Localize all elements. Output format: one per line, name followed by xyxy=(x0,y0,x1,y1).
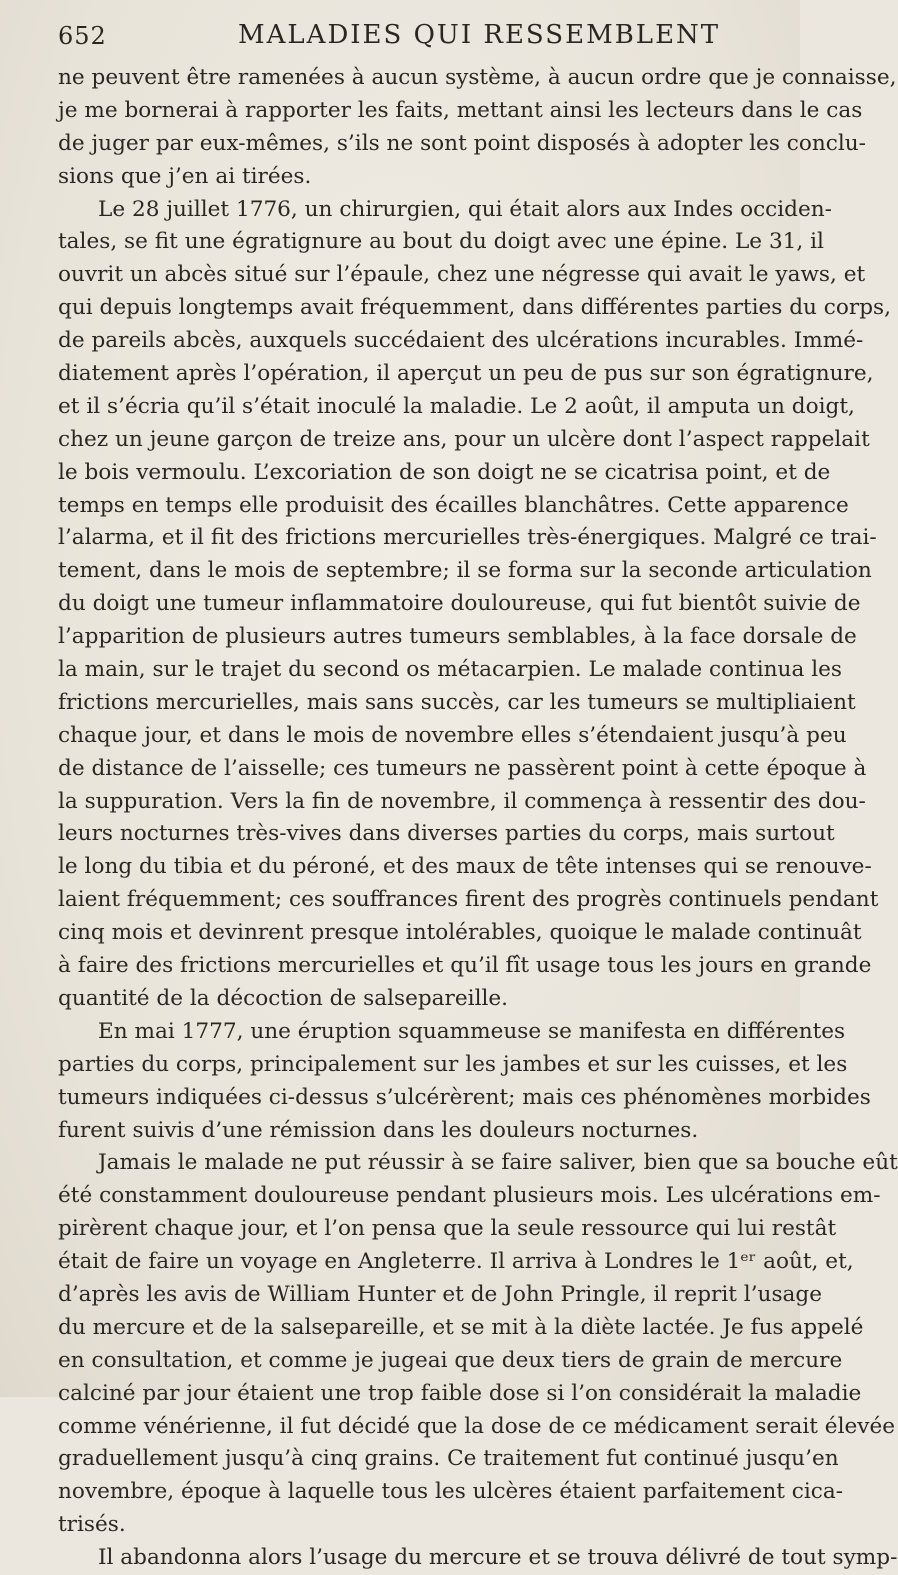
text-line: chez un jeune garçon de treize ans, pour un ulcère dont l’aspect rappelait xyxy=(58,426,870,452)
text-line: à faire des frictions mercurielles et qu’il fît usage tous les jours en grande xyxy=(58,953,872,979)
running-title: MALADIES QUI RESSEMBLENT xyxy=(238,20,721,50)
text-line: Jamais le malade ne put réussir à se faire saliver, bien que sa bouche eût xyxy=(98,1150,898,1176)
text-line: de distance de l’aisselle; ces tumeurs ne passèrent point à cette époque à xyxy=(58,755,867,781)
text-line: tumeurs indiquées ci-dessus s’ulcérèrent; mais ces phénomènes morbides xyxy=(58,1084,871,1110)
text-line: ne peuvent être ramenées à aucun système, à aucun ordre que je connaisse, xyxy=(58,65,897,90)
text-line: sions que j’en ai tirées. xyxy=(58,163,312,189)
text-line: chaque jour, et dans le mois de novembre elles s’étendaient jusqu’à peu xyxy=(58,722,847,748)
text-line: parties du corps, principalement sur les jambes et sur les cuisses, et les xyxy=(58,1051,848,1077)
body-text xyxy=(58,62,898,1575)
text-line: graduellement jusqu’à cinq grains. Ce traitement fut continué jusqu’en xyxy=(58,1446,839,1472)
text-line: la suppuration. Vers la fin de novembre, il commença à ressentir des dou- xyxy=(58,788,866,814)
text-line: temps en temps elle produisit des écailles blanchâtres. Cette apparence xyxy=(58,492,849,518)
text-line: tales, se fit une égratignure au bout du doigt avec une épine. Le 31, il xyxy=(58,229,824,255)
text-line: quantité de la décoction de salsepareille. xyxy=(58,985,509,1011)
text-line: laient fréquemment; ces souffrances firent des progrès continuels pendant xyxy=(58,887,879,913)
text-line: leurs nocturnes très-vives dans diverses parties du corps, mais surtout xyxy=(58,821,835,847)
text-line: diatement après l’opération, il aperçut un peu de pus sur son égratignure, xyxy=(58,361,874,387)
text-line: de juger par eux-mêmes, s’ils ne sont point disposés à adopter les conclu- xyxy=(58,130,866,156)
text-line: Il abandonna alors l’usage du mercure et se trouva délivré de tout symp- xyxy=(98,1545,898,1571)
text-line: trisés. xyxy=(58,1512,126,1538)
text-line: l’alarma, et il fit des frictions mercurielles très-énergiques. Malgré ce trai- xyxy=(58,525,877,551)
text-line: de pareils abcès, auxquels succédaient des ulcérations incurables. Immé- xyxy=(58,328,864,354)
text-line: du mercure et de la salsepareille, et se mit à la diète lactée. Je fus appelé xyxy=(58,1314,864,1340)
text-line: novembre, époque à laquelle tous les ulcères étaient parfaitement cica- xyxy=(58,1479,844,1505)
text-line: été constamment douloureuse pendant plusieurs mois. Les ulcérations em- xyxy=(58,1183,881,1209)
page-number: 652 xyxy=(58,22,107,50)
text-line: En mai 1777, une éruption squammeuse se manifesta en différentes xyxy=(98,1018,846,1044)
text-line: d’après les avis de William Hunter et de John Pringle, il reprit l’usage xyxy=(58,1281,823,1307)
text-line: qui depuis longtemps avait fréquemment, dans différentes parties du corps, xyxy=(58,295,891,321)
text-line: calciné par jour étaient une trop faible dose si l’on considérait la maladie xyxy=(58,1380,862,1406)
text-line: cinq mois et devinrent presque intolérables, quoique le malade continuât xyxy=(58,920,862,946)
text-line: du doigt une tumeur inflammatoire douloureuse, qui fut bientôt suivie de xyxy=(58,591,861,617)
page-header xyxy=(58,18,758,58)
text-line: pirèrent chaque jour, et l’on pensa que la seule ressource qui lui restât xyxy=(58,1216,837,1242)
text-line: Le 28 juillet 1776, un chirurgien, qui était alors aux Indes occiden- xyxy=(98,196,832,222)
text-line: la main, sur le trajet du second os métacarpien. Le malade continua les xyxy=(58,657,842,683)
text-line: en consultation, et comme je jugeai que deux tiers de grain de mercure xyxy=(58,1347,843,1373)
text-line: le bois vermoulu. L’excoriation de son doigt ne se cicatrisa point, et de xyxy=(58,459,831,485)
text-line: était de faire un voyage en Angleterre. Il arriva à Londres le 1ᵉʳ août, et, xyxy=(58,1249,854,1275)
text-line: tement, dans le mois de septembre; il se forma sur la seconde articulation xyxy=(58,558,872,584)
text-line: frictions mercurielles, mais sans succès, car les tumeurs se multipliaient xyxy=(58,689,856,715)
text-line: le long du tibia et du péroné, et des maux de tête intenses qui se renouve- xyxy=(58,854,872,880)
text-line: l’apparition de plusieurs autres tumeurs semblables, à la face dorsale de xyxy=(58,624,857,650)
text-line: ouvrit un abcès situé sur l’épaule, chez une négresse qui avait le yaws, et xyxy=(58,262,866,288)
text-line: comme vénérienne, il fut décidé que la dose de ce médicament serait élevée xyxy=(58,1413,896,1439)
text-line: furent suivis d’une rémission dans les douleurs nocturnes. xyxy=(58,1117,699,1143)
text-line: et il s’écria qu’il s’était inoculé la maladie. Le 2 août, il amputa un doigt, xyxy=(58,393,855,419)
text-line: je me bornerai à rapporter les faits, mettant ainsi les lecteurs dans le cas xyxy=(58,97,863,123)
